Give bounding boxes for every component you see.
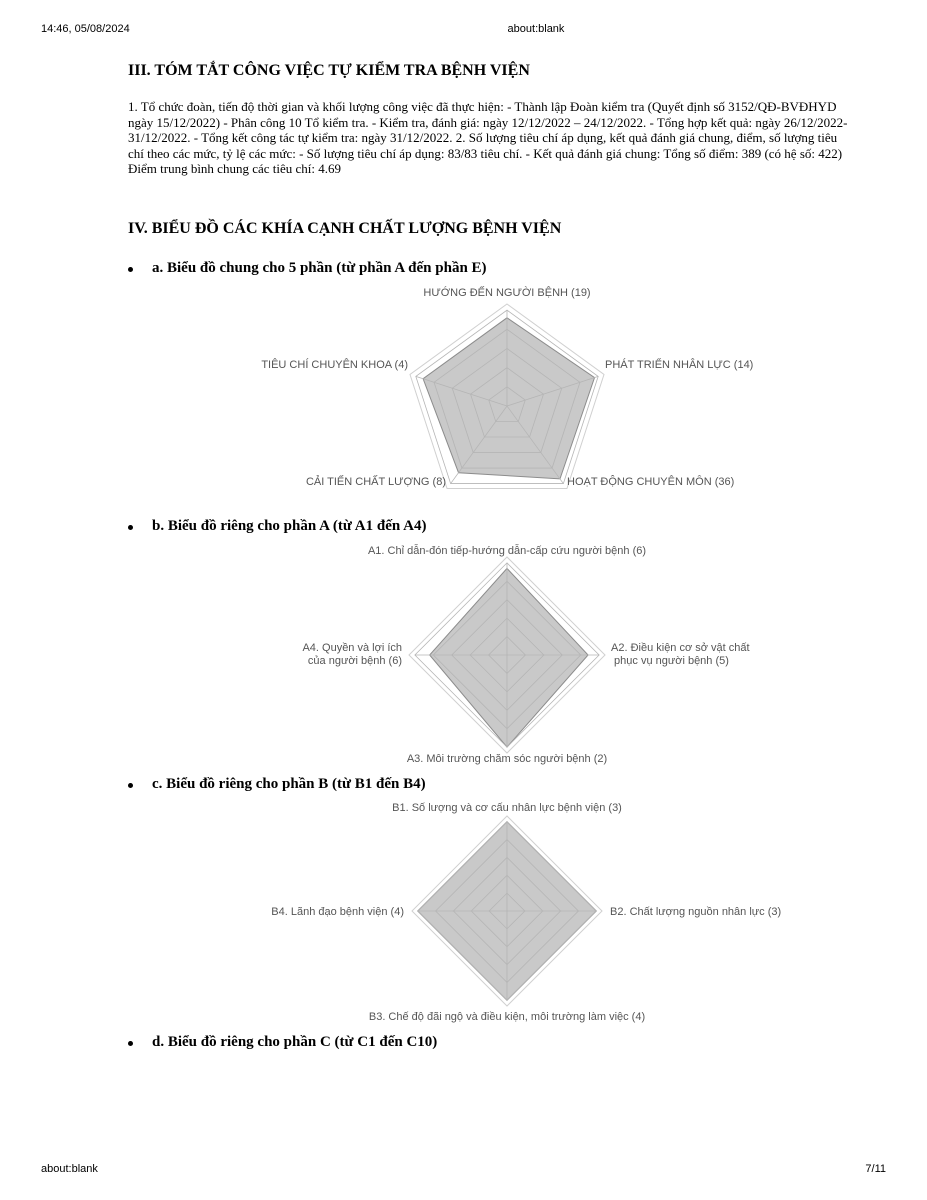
radar-axis-label: A2. Điều kiện cơ sở vật chất phục vụ người bệnh (5) [611,642,750,667]
radar-axis-label: B1. Số lượng và cơ cấu nhân lực bệnh viện (3) [392,802,622,814]
radar-axis-label: B2. Chất lượng nguồn nhân lực (3) [610,906,782,918]
radar-axis-label: B3. Chế độ đãi ngộ và điều kiện, môi trường làm việc (4) [368,1011,646,1023]
radar-axis-label: CẢI TIẾN CHẤT LƯỢNG (8) [305,476,446,488]
radar-axis-label: TIÊU CHÍ CHUYÊN KHOA (4) [261,359,408,371]
footer-url: about:blank [41,1163,98,1175]
radar-axis-label: PHÁT TRIỂN NHÂN LỰC (14) [605,359,754,371]
radar-axis-label: HOẠT ĐỘNG CHUYÊN MÔN (36) [567,476,735,488]
header-datetime: 14:46, 05/08/2024 [41,23,130,35]
radar-data-area [423,318,594,479]
bullet-label: d. Biểu đồ riêng cho phần C (từ C1 đến C10) [152,1034,438,1050]
radar-axis-label: A3. Môi trường chăm sóc người bệnh (2) [406,753,608,765]
radar-axis-label: A1. Chỉ dẫn-đón tiếp-hướng dẫn-cấp cứu người bệnh (6) [367,545,647,557]
radar-chart-1 [261,286,753,489]
radar-axis-label: HƯỚNG ĐẾN NGƯỜI BỆNH (19) [423,287,591,299]
bullet-label: c. Biểu đồ riêng cho phần B (từ B1 đến B4) [152,776,426,792]
section-4-title: IV. BIỂU ĐỒ CÁC KHÍA CẠNH CHẤT LƯỢNG BỆNH VIỆN [128,220,562,237]
radar-chart-2 [302,544,749,765]
radar-axis-label: A4. Quyền và lợi ích của người bệnh (6) [302,642,402,667]
bullet-label: b. Biểu đồ riêng cho phần A (từ A1 đến A4) [152,518,427,534]
section-3-paragraph: 1. Tổ chức đoàn, tiến độ thời gian và khối lượng công việc đã thực hiện: - Thành lập Đoàn kiểm tra (Quyết định số 3152/QĐ-BVĐHYD ngày 15/12/2022) - Phân công 10 Tổ kiểm tra. - Kiểm tra, đánh giá: ngày 12/12/2022 – 24/12/2022. - Tổng hợp kết quả: ngày 26/12/2022-31/12/2022. - Tổng kết công tác tự kiểm tra: ngày 31/12/2022. 2. Số lượng tiêu chí áp dụng, kết quả đánh giá chung, điểm, số lượng tiêu chí theo các mức, tỷ lệ các mức: - Số lượng tiêu chí áp dụng: 83/83 tiêu chí. - Kết quả đánh giá chung: Tổng số điểm: 389 (có hệ số: 422) Điểm trung bình chung các tiêu chí: 4.69 [128,99,848,176]
section-3-title: III. TÓM TẮT CÔNG VIỆC TỰ KIỂM TRA BỆNH VIỆN [128,62,530,79]
radar-axis-label: B4. Lãnh đạo bệnh viện (4) [271,906,404,918]
radar-chart-3 [271,802,781,1023]
page-number: 7/11 [865,1163,886,1175]
bullet-label: a. Biểu đồ chung cho 5 phần (từ phần A đến phần E) [152,260,487,276]
header-url: about:blank [507,23,565,35]
radar-data-area [430,568,588,747]
